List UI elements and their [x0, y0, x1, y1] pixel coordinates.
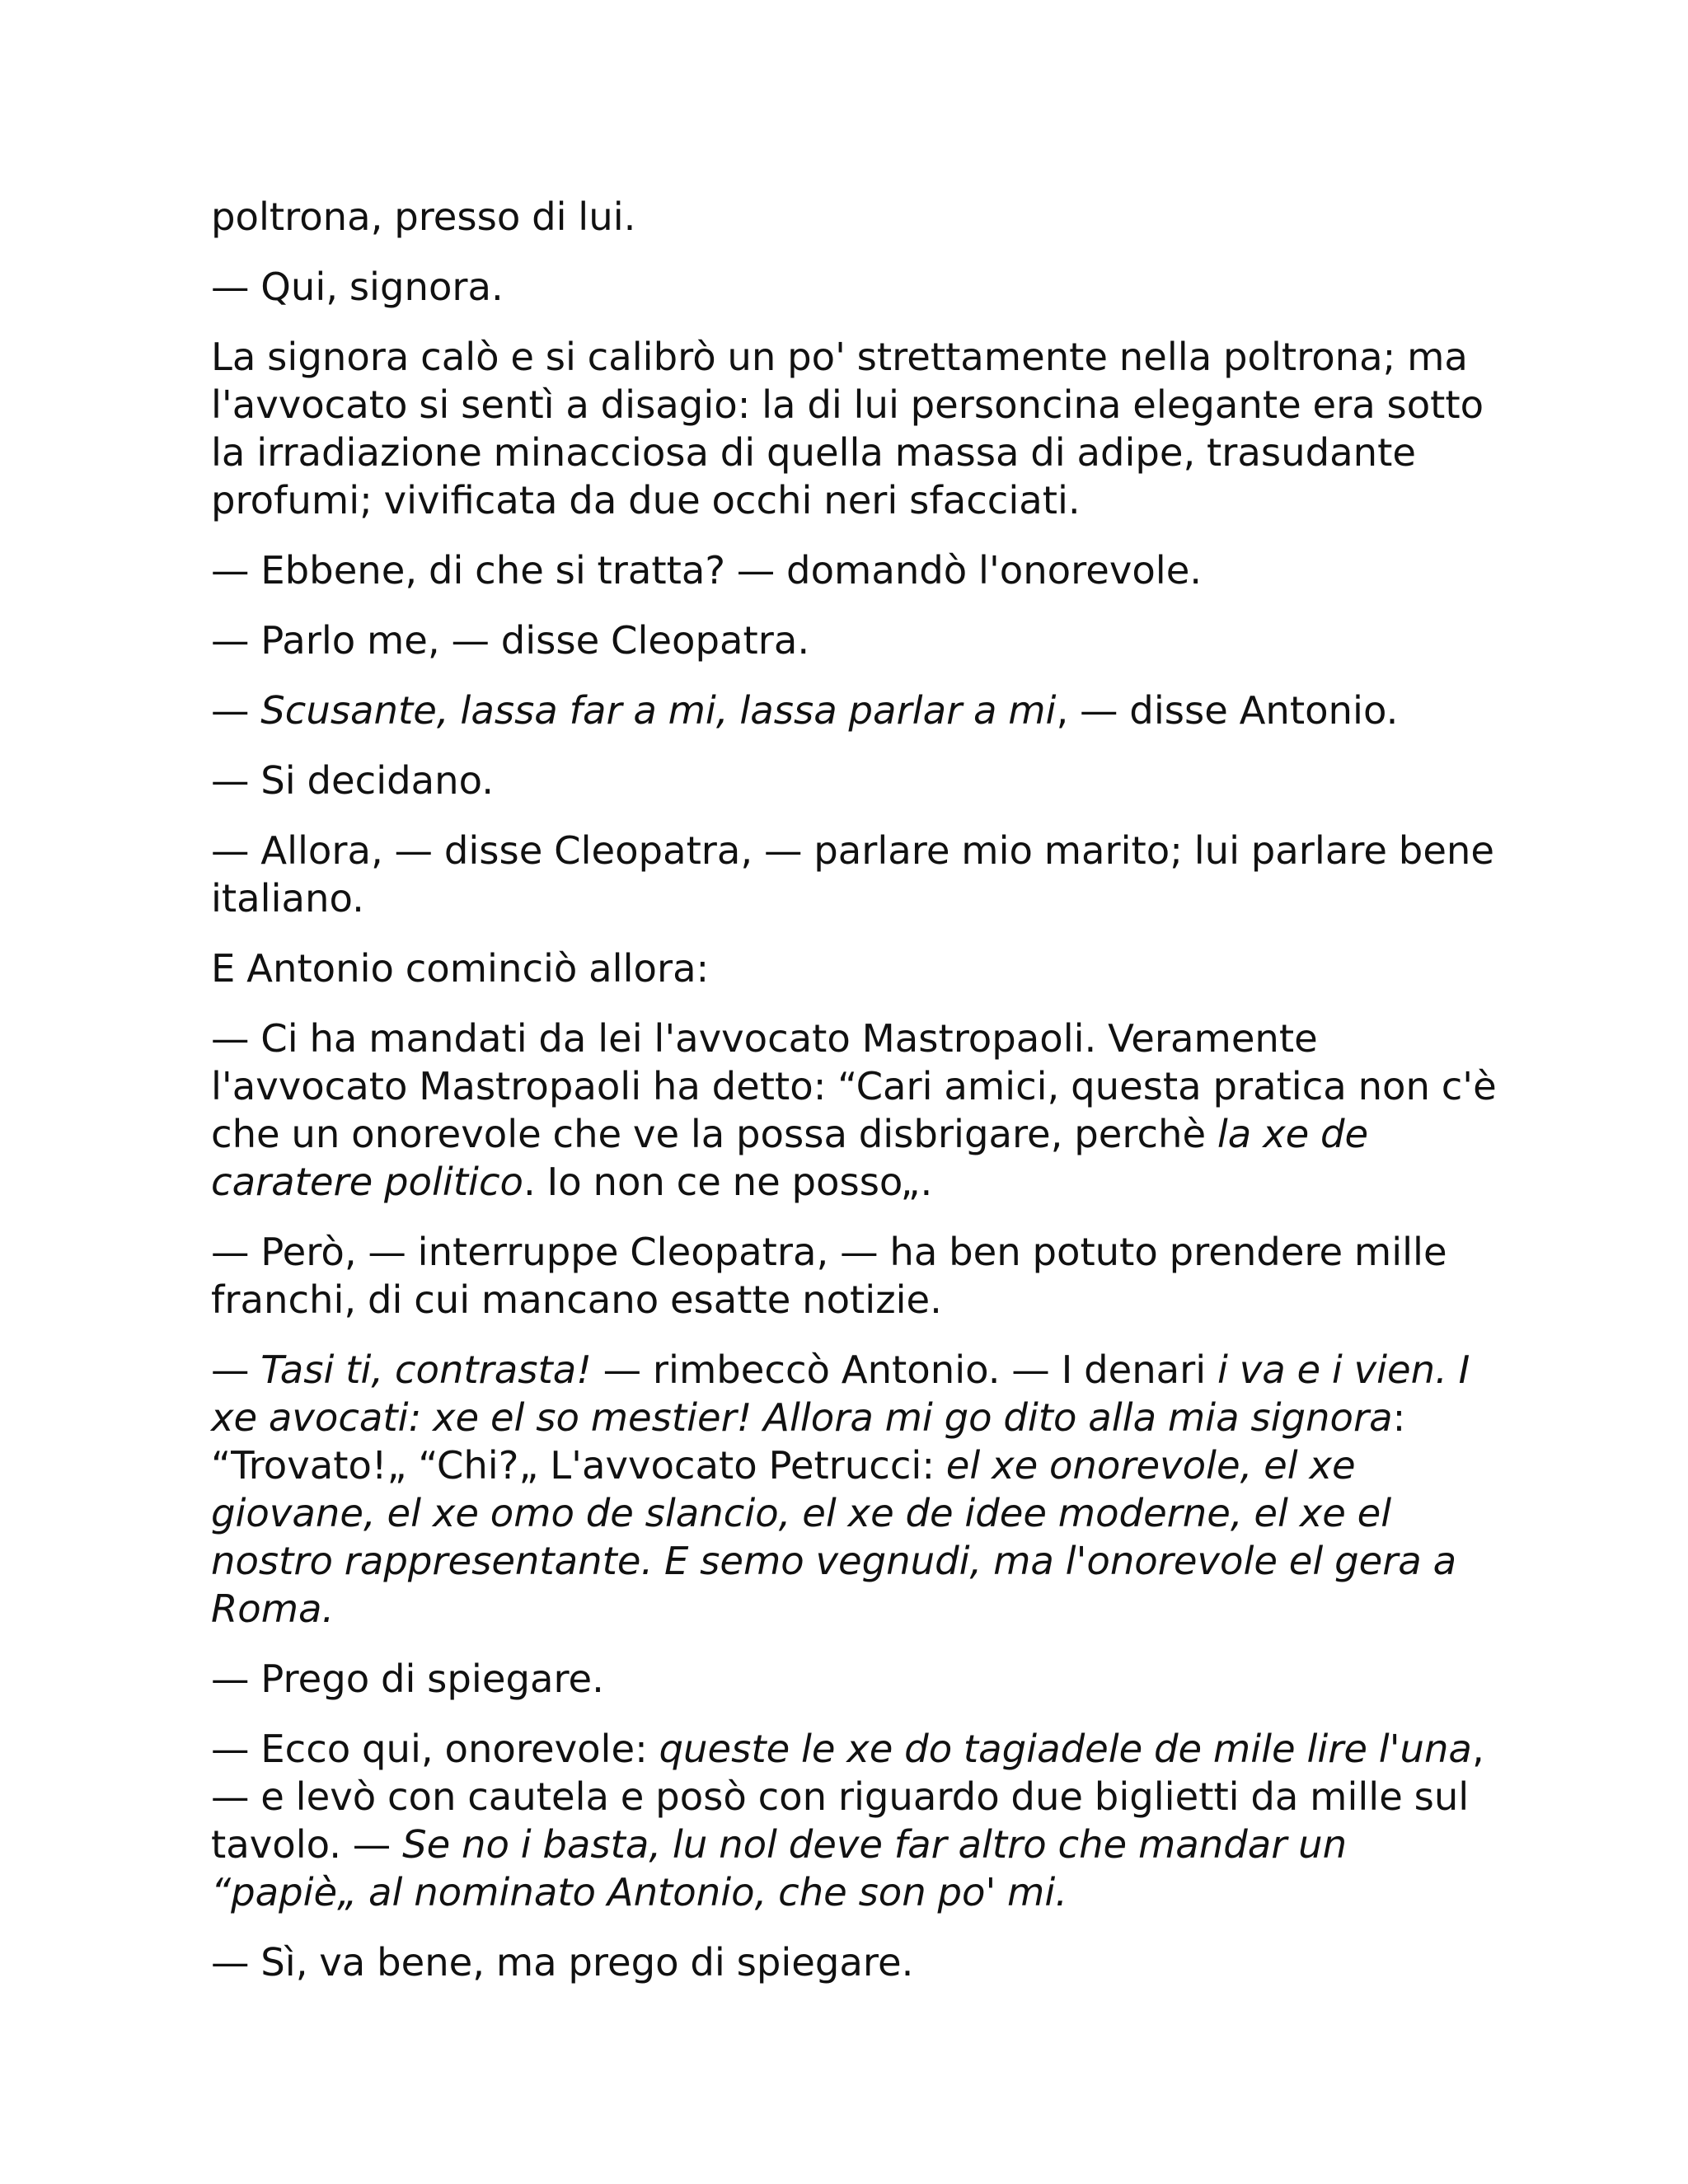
text-run: — Sì, va bene, ma prego di spiegare.: [211, 1940, 914, 1985]
book-page: [211, 193, 1497, 2008]
paragraph: [211, 546, 1497, 594]
italic-text-run: queste le xe do tagiadele de mile lire l'una: [659, 1727, 1472, 1771]
text-run: — rimbeccò Antonio. — I denari: [591, 1347, 1217, 1392]
paragraph: [211, 1725, 1497, 1916]
text-run: —: [211, 688, 261, 733]
text-run: — Ebbene, di che si tratta? — domandò l'onorevole.: [211, 548, 1203, 593]
paragraph: [211, 263, 1497, 311]
paragraph: [211, 333, 1497, 524]
italic-text-run: Scusante, lassa far a mi, lassa parlar a mi: [260, 688, 1057, 733]
text-run: — Prego di spiegare.: [211, 1657, 604, 1701]
text-run: — Ecco qui, onorevole:: [211, 1727, 659, 1771]
paragraph: [211, 827, 1497, 922]
text-run: . Io non ce ne posso„.: [523, 1160, 933, 1204]
paragraph: [211, 1655, 1497, 1703]
text-run: , — e levò con cautela e posò con riguardo due biglietti da mille sul tavolo. —: [211, 1727, 1484, 1867]
text-run: poltrona, presso di lui.: [211, 194, 636, 239]
paragraph: [211, 687, 1497, 734]
text-run: La signora calò e si calibrò un po' strettamente nella poltrona; ma l'avvocato si sentì a disagio: la di lui personcina elegante era sotto la irradiazione minacciosa di quella massa di adipe, trasudante profumi; vivificata da due occhi neri sfacciati.: [211, 335, 1484, 523]
text-run: — Parlo me, — disse Cleopatra.: [211, 618, 810, 663]
text-run: , — disse Antonio.: [1056, 688, 1399, 733]
paragraph: [211, 757, 1497, 804]
text-run: — Qui, signora.: [211, 265, 504, 309]
italic-text-run: Se no i basta, lu nol deve far altro che mandar un “papiè„ al nominato Antonio, che son po' mi.: [211, 1822, 1348, 1915]
text-run: —: [211, 1347, 261, 1392]
paragraph: [211, 944, 1497, 992]
italic-text-run: Tasi ti, contrasta!: [260, 1347, 592, 1392]
paragraph: [211, 193, 1497, 241]
paragraph: [211, 1346, 1497, 1633]
text-run: — Allora, — disse Cleopatra, — parlare mio marito; lui parlare bene italiano.: [211, 828, 1495, 921]
italic-text-run: i va e i vien. I xe avocati: xe el so mestier! Allora mi go dito alla mia signora: [211, 1347, 1470, 1440]
text-run: E Antonio cominciò allora:: [211, 946, 710, 991]
paragraph: [211, 1015, 1497, 1206]
italic-text-run: la xe de caratere politico: [211, 1112, 1369, 1204]
italic-text-run: el xe onorevole, el xe giovane, el xe omo de slancio, el xe de idee moderne, el xe el nostro rappresentante. E semo vegnudi, ma l'onorevole el gera a Roma.: [211, 1443, 1457, 1631]
text-run: — Ci ha mandati da lei l'avvocato Mastropaoli. Veramente l'avvocato Mastropaoli ha detto: “Cari amici, questa pratica non c'è che un onorevole che ve la possa disbrigare, perchè: [211, 1016, 1497, 1156]
text-run: — Si decidano.: [211, 758, 495, 803]
paragraph: [211, 616, 1497, 664]
paragraph: [211, 1228, 1497, 1324]
text-run: : “Trovato!„ “Chi?„ L'avvocato Petrucci:: [211, 1395, 1406, 1488]
paragraph: [211, 1938, 1497, 1986]
text-run: — Però, — interruppe Cleopatra, — ha ben potuto prendere mille franchi, di cui mancano esatte notizie.: [211, 1230, 1447, 1322]
